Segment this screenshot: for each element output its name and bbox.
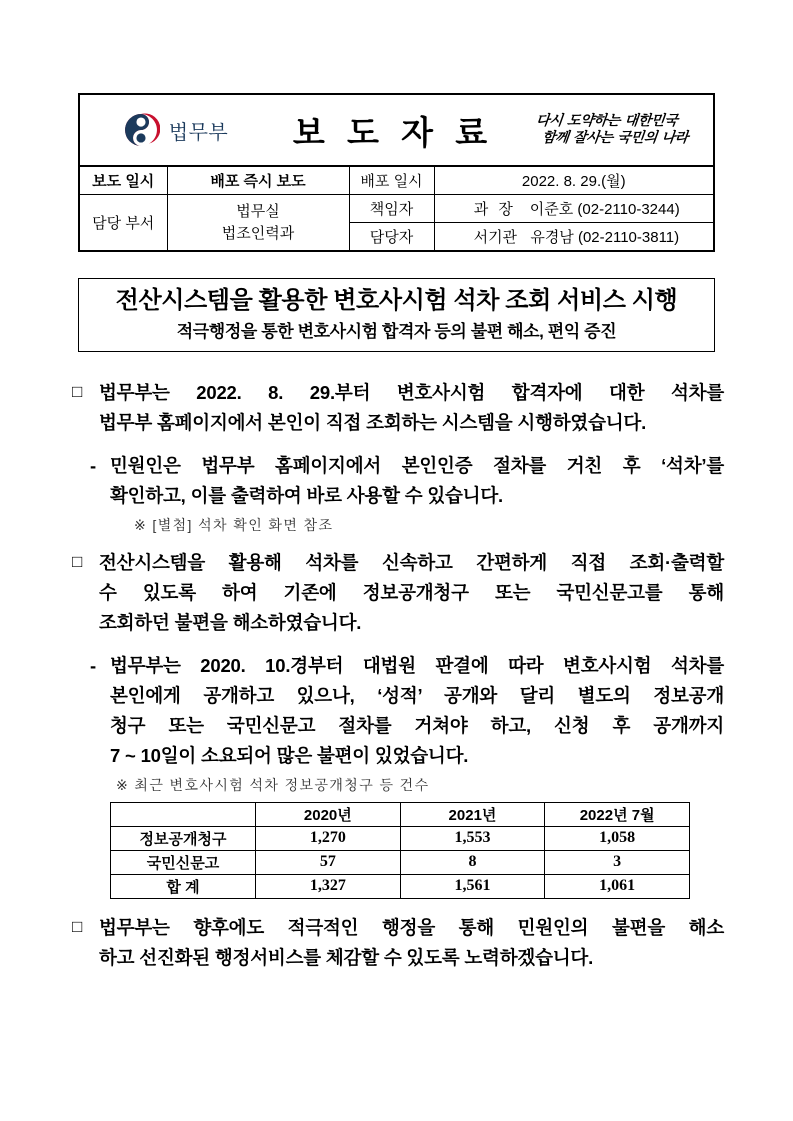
sub-paragraph (90, 451, 724, 511)
info-row-responsible (79, 195, 714, 223)
document-header (78, 93, 715, 252)
table-cell: 1,553 (400, 826, 545, 850)
body-block-5 (72, 913, 724, 973)
table-cell: 57 (256, 850, 401, 874)
bullet-paragraph (72, 548, 724, 638)
table-row (111, 874, 690, 898)
press-release-title: 보 도 자 료 (292, 115, 495, 152)
department-label: 담당 부서 (79, 195, 167, 252)
headline-sub: 적극행정을 통한 변호사시험 합격자 등의 불편 해소, 편익 증진 (176, 322, 617, 341)
table-corner-cell (111, 802, 256, 826)
document-body (72, 378, 724, 986)
body-block-3 (72, 548, 724, 638)
contact-label: 담당자 (349, 223, 434, 252)
government-slogan (507, 113, 713, 148)
contact-rank: 서기관 (473, 229, 518, 246)
body-block-4 (72, 651, 724, 899)
responsible-value (434, 195, 714, 223)
department-value (167, 195, 349, 252)
table-cell: 1,058 (545, 826, 690, 850)
bullet-text (99, 548, 724, 638)
table-row (111, 826, 690, 850)
statistics-table-wrapper (110, 802, 690, 899)
paragraph-line: 전산시스템을 활용해 석차를 신속하고 간편하게 직접 조회·출력할 (99, 551, 724, 573)
row-header: 정보공개청구 (111, 826, 256, 850)
table-cell: 1,561 (400, 874, 545, 898)
row-header: 국민신문고 (111, 850, 256, 874)
footnote: ※ [별첨] 석차 확인 화면 참조 (134, 516, 334, 533)
department-line-2: 법조인력과 (221, 224, 295, 242)
responsible-label: 책임자 (349, 195, 434, 223)
paragraph-line: 법무부 홈페이지에서 본인이 직접 조회하는 시스템을 시행하였습니다. (99, 411, 647, 433)
header-band (78, 93, 715, 165)
paragraph-line: 조회하던 불편을 해소하였습니다. (99, 611, 362, 633)
table-cell: 8 (400, 850, 545, 874)
paragraph-line: 7 ~ 10일이 소요되어 많은 불편이 있었습니다. (110, 744, 469, 766)
bullet-text (99, 913, 724, 973)
release-date-value: 배포 즉시 보도 (167, 166, 349, 195)
statistics-table (110, 802, 690, 899)
dash-bullet-icon: - (90, 454, 96, 476)
paragraph-line: 청구 또는 국민신문고 절차를 거쳐야 하고, 신청 후 공개까지 (110, 714, 724, 736)
ministry-logo (80, 111, 270, 149)
press-info-table (78, 165, 715, 252)
department-line-1: 법무실 (236, 202, 280, 220)
dash-bullet-icon: - (90, 654, 96, 676)
responsible-rank: 과 장 (473, 201, 516, 218)
table-cell: 3 (545, 850, 690, 874)
body-block-2 (72, 451, 724, 535)
sub-paragraph-text (110, 651, 724, 771)
sub-paragraph-text (110, 451, 724, 511)
bullet-paragraph (72, 913, 724, 973)
paragraph-line: 법무부는 향후에도 적극적인 행정을 통해 민원인의 불편을 해소 (99, 916, 724, 938)
square-bullet-icon: □ (72, 916, 83, 936)
table-cell: 1,061 (545, 874, 690, 898)
table-cell: 1,327 (256, 874, 401, 898)
paragraph-line: 법무부는 2022. 8. 29.부터 변호사시험 합격자에 대한 석차를 (99, 382, 724, 403)
column-header: 2021년 (400, 802, 545, 826)
bullet-paragraph (72, 378, 724, 438)
table-header-row (111, 802, 690, 826)
paragraph-line: 확인하고, 이를 출력하여 바로 사용할 수 있습니다. (110, 484, 503, 506)
slogan-line-2: 함께 잘사는 국민의 나라 (541, 130, 689, 146)
row-header: 합 계 (111, 874, 256, 898)
paragraph-line: 하고 선진화된 행정서비스를 체감할 수 있도록 노력하겠습니다. (99, 946, 594, 968)
responsible-name: 이준호 (02-2110-3244) (529, 201, 680, 218)
release-date-label: 보도 일시 (79, 166, 167, 195)
body-block-1 (72, 378, 724, 438)
info-row-release (79, 166, 714, 195)
headline-box (78, 278, 715, 352)
paragraph-line: 본인에게 공개하고 있으나, ‘성적’ 공개와 달리 별도의 정보공개 (110, 684, 724, 706)
table-caption: ※ 최근 변호사시험 석차 정보공개청구 등 건수 (116, 776, 430, 793)
distribution-date-label: 배포 일시 (349, 166, 434, 195)
contact-name: 유경남 (02-2110-3811) (530, 229, 680, 246)
bullet-text (99, 378, 724, 438)
table-row (111, 850, 690, 874)
paragraph-line: 수 있도록 하여 기존에 정보공개청구 또는 국민신문고를 통해 (99, 581, 724, 603)
distribution-date-value: 2022. 8. 29.(월) (434, 166, 714, 195)
sub-paragraph (90, 651, 724, 771)
paragraph-line: 법무부는 2020. 10.경부터 대법원 판결에 따라 변호사시험 석차를 (110, 654, 724, 676)
headline-main: 전산시스템을 활용한 변호사시험 석차 조회 서비스 시행 (115, 287, 678, 314)
column-header: 2022년 7월 (545, 802, 690, 826)
paragraph-line: 민원인은 법무부 홈페이지에서 본인인증 절차를 거친 후 ‘석차’를 (110, 454, 724, 476)
contact-value (434, 223, 714, 252)
ministry-name-label: 법무부 (168, 121, 229, 144)
slogan-line-1: 다시 도약하는 대한민국 (535, 112, 679, 129)
square-bullet-icon: □ (72, 382, 83, 401)
korea-government-taegeuk-emblem (122, 111, 160, 149)
column-header: 2020년 (256, 802, 401, 826)
table-cell: 1,270 (256, 826, 401, 850)
square-bullet-icon: □ (72, 551, 83, 571)
